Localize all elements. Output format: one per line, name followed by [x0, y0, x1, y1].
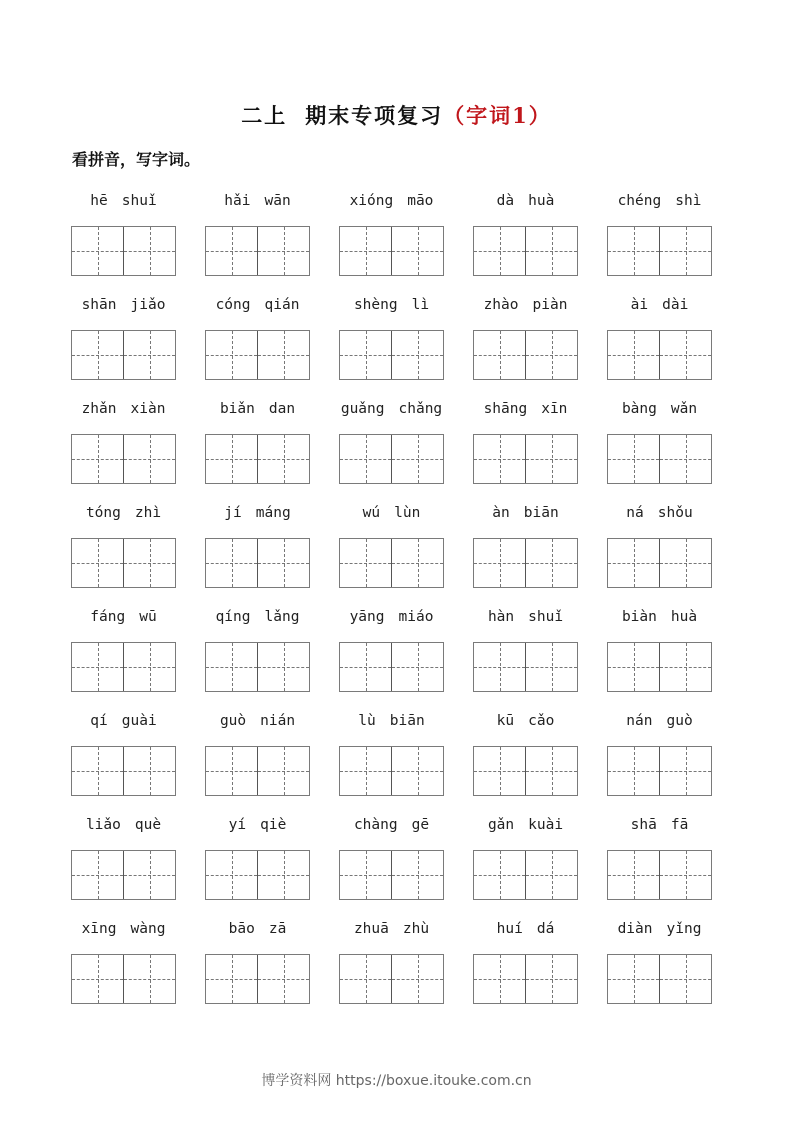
pinyin-syllable-2: kuài [528, 817, 564, 833]
pinyin-syllable-2: wū [139, 609, 157, 625]
exercise-item [607, 394, 712, 498]
pinyin-syllable-1: bāo [228, 921, 255, 937]
exercise-item [473, 394, 578, 498]
tianzige-box-pair [607, 538, 712, 588]
character-writing-box[interactable] [474, 643, 525, 691]
pinyin-syllable-2: lǎng [264, 609, 300, 625]
pinyin-label [71, 706, 176, 736]
pinyin-syllable-1: hǎi [224, 193, 251, 209]
character-writing-box[interactable] [206, 227, 257, 275]
character-writing-box[interactable] [608, 539, 659, 587]
pinyin-syllable-2: lì [411, 297, 430, 313]
pinyin-syllable-1: zhào [483, 297, 519, 313]
character-writing-box[interactable] [72, 227, 123, 275]
exercise-item [205, 290, 310, 394]
tianzige-box-pair [71, 850, 176, 900]
pinyin-label [339, 706, 444, 736]
pinyin-label [473, 498, 578, 528]
character-writing-box[interactable] [72, 851, 123, 899]
pinyin-label [71, 810, 176, 840]
character-writing-box[interactable] [391, 539, 443, 587]
title-main: 期末专项复习 [305, 103, 444, 128]
pinyin-label [339, 186, 444, 216]
tianzige-box-pair [473, 434, 578, 484]
character-writing-box[interactable] [257, 435, 309, 483]
pinyin-syllable-1: chéng [617, 193, 662, 209]
tianzige-box-pair [71, 434, 176, 484]
exercise-item [205, 394, 310, 498]
character-writing-box[interactable] [123, 851, 175, 899]
title-subtitle: （字词1） [443, 103, 552, 128]
tianzige-box-pair [205, 538, 310, 588]
character-writing-box[interactable] [659, 643, 711, 691]
character-writing-box[interactable] [391, 227, 443, 275]
character-writing-box[interactable] [525, 227, 577, 275]
pinyin-syllable-2: piàn [532, 297, 568, 313]
pinyin-syllable-1: shān [81, 297, 117, 313]
character-writing-box[interactable] [525, 539, 577, 587]
page-title [0, 100, 793, 130]
pinyin-label [473, 186, 578, 216]
pinyin-syllable-1: ài [630, 297, 649, 313]
pinyin-label [607, 602, 712, 632]
pinyin-syllable-1: zhuā [353, 921, 389, 937]
character-writing-box[interactable] [474, 331, 525, 379]
exercise-item [607, 914, 712, 1018]
character-writing-box[interactable] [525, 955, 577, 1003]
character-writing-box[interactable] [257, 331, 309, 379]
pinyin-syllable-1: xióng [349, 193, 394, 209]
pinyin-label [339, 914, 444, 944]
character-writing-box[interactable] [340, 747, 391, 795]
tianzige-box-pair [473, 642, 578, 692]
character-writing-box[interactable] [123, 435, 175, 483]
tianzige-box-pair [473, 850, 578, 900]
character-writing-box[interactable] [525, 643, 577, 691]
pinyin-syllable-2: dài [662, 297, 689, 313]
exercise-item [339, 602, 444, 706]
character-writing-box[interactable] [608, 227, 659, 275]
pinyin-syllable-1: fáng [90, 609, 126, 625]
pinyin-syllable-2: xīn [541, 401, 568, 417]
pinyin-syllable-1: kū [496, 713, 515, 729]
exercise-item [205, 914, 310, 1018]
pinyin-syllable-1: wú [362, 505, 381, 521]
character-writing-box[interactable] [659, 331, 711, 379]
pinyin-syllable-1: qí [90, 713, 108, 729]
exercise-item [473, 914, 578, 1018]
character-writing-box[interactable] [72, 331, 123, 379]
exercise-item [473, 290, 578, 394]
character-writing-box[interactable] [608, 955, 659, 1003]
pinyin-syllable-2: wān [264, 193, 291, 209]
tianzige-box-pair [71, 226, 176, 276]
exercise-item [339, 914, 444, 1018]
character-writing-box[interactable] [474, 747, 525, 795]
tianzige-box-pair [71, 642, 176, 692]
pinyin-syllable-1: shā [630, 817, 657, 833]
exercise-item [607, 498, 712, 602]
character-writing-box[interactable] [391, 851, 443, 899]
pinyin-syllable-1: diàn [617, 921, 653, 937]
exercise-item [71, 498, 176, 602]
character-writing-box[interactable] [659, 955, 711, 1003]
exercise-item [339, 290, 444, 394]
tianzige-box-pair [607, 746, 712, 796]
character-writing-box[interactable] [659, 747, 711, 795]
pinyin-syllable-1: hē [90, 193, 108, 209]
character-writing-box[interactable] [206, 643, 257, 691]
tianzige-box-pair [339, 954, 444, 1004]
tianzige-box-pair [205, 746, 310, 796]
pinyin-syllable-1: yāng [349, 609, 385, 625]
pinyin-syllable-2: què [134, 817, 162, 833]
exercise-item [71, 810, 176, 914]
pinyin-syllable-1: jí [224, 505, 242, 521]
tianzige-box-pair [607, 226, 712, 276]
character-writing-box[interactable] [391, 331, 443, 379]
pinyin-syllable-1: xīng [81, 921, 117, 937]
pinyin-syllable-2: nián [260, 713, 296, 729]
exercise-item [607, 290, 712, 394]
character-writing-box[interactable] [525, 435, 577, 483]
tianzige-box-pair [205, 642, 310, 692]
character-writing-box[interactable] [72, 747, 123, 795]
pinyin-syllable-1: shèng [353, 297, 398, 313]
instruction-text: 看拼音，写字词。 [72, 150, 201, 169]
tianzige-box-pair [71, 538, 176, 588]
character-writing-box[interactable] [257, 227, 309, 275]
character-writing-box[interactable] [72, 643, 123, 691]
pinyin-syllable-1: yí [228, 817, 247, 833]
character-writing-box[interactable] [123, 955, 175, 1003]
character-writing-box[interactable] [206, 331, 257, 379]
tianzige-box-pair [607, 954, 712, 1004]
pinyin-syllable-1: qíng [215, 609, 251, 625]
tianzige-box-pair [473, 954, 578, 1004]
pinyin-syllable-1: gǎn [487, 817, 515, 833]
pinyin-label [339, 602, 444, 632]
character-writing-box[interactable] [659, 851, 711, 899]
tianzige-box-pair [339, 330, 444, 380]
pinyin-label [71, 186, 176, 216]
exercise-item [71, 186, 176, 290]
character-writing-box[interactable] [72, 539, 123, 587]
pinyin-syllable-1: zhǎn [81, 401, 117, 417]
tianzige-box-pair [607, 330, 712, 380]
character-writing-box[interactable] [340, 435, 391, 483]
character-writing-box[interactable] [659, 539, 711, 587]
tianzige-box-pair [339, 226, 444, 276]
tianzige-box-pair [607, 434, 712, 484]
pinyin-syllable-2: shuǐ [121, 193, 157, 209]
pinyin-label [205, 706, 310, 736]
pinyin-syllable-1: huí [496, 921, 523, 937]
pinyin-syllable-1: shāng [483, 401, 528, 417]
exercise-item [71, 914, 176, 1018]
character-writing-box[interactable] [391, 747, 443, 795]
character-writing-box[interactable] [340, 955, 391, 1003]
exercise-item [205, 810, 310, 914]
pinyin-label [607, 186, 712, 216]
character-writing-box[interactable] [257, 539, 309, 587]
character-writing-box[interactable] [123, 227, 175, 275]
character-writing-box[interactable] [340, 643, 391, 691]
pinyin-label [607, 394, 712, 424]
pinyin-label [205, 394, 310, 424]
pinyin-syllable-2: qiè [260, 817, 287, 833]
pinyin-syllable-1: ná [626, 505, 644, 521]
pinyin-syllable-2: cǎo [528, 713, 555, 729]
character-writing-box[interactable] [391, 435, 443, 483]
character-writing-box[interactable] [257, 851, 309, 899]
pinyin-syllable-1: guǎng [340, 401, 385, 417]
exercise-item [607, 706, 712, 810]
exercise-item [339, 498, 444, 602]
exercise-item [607, 602, 712, 706]
character-writing-box[interactable] [72, 435, 123, 483]
pinyin-syllable-2: biān [523, 505, 559, 521]
tianzige-box-pair [339, 746, 444, 796]
tianzige-box-pair [71, 330, 176, 380]
exercise-grid [71, 186, 712, 1018]
character-writing-box[interactable] [123, 643, 175, 691]
tianzige-box-pair [473, 226, 578, 276]
pinyin-syllable-2: fā [670, 817, 689, 833]
pinyin-label [339, 290, 444, 320]
pinyin-syllable-2: shì [675, 193, 702, 209]
character-writing-box[interactable] [474, 955, 525, 1003]
character-writing-box[interactable] [608, 851, 659, 899]
pinyin-syllable-1: hàn [487, 609, 515, 625]
character-writing-box[interactable] [474, 435, 525, 483]
pinyin-syllable-1: lù [358, 713, 376, 729]
pinyin-label [205, 810, 310, 840]
pinyin-syllable-2: yǐng [666, 921, 702, 937]
pinyin-label [473, 706, 578, 736]
character-writing-box[interactable] [340, 851, 391, 899]
pinyin-syllable-2: chǎng [398, 401, 443, 417]
pinyin-label [473, 290, 578, 320]
pinyin-syllable-2: māo [407, 193, 434, 209]
exercise-item [205, 186, 310, 290]
pinyin-syllable-1: bàng [621, 401, 657, 417]
character-writing-box[interactable] [474, 539, 525, 587]
character-writing-box[interactable] [206, 539, 257, 587]
tianzige-box-pair [339, 642, 444, 692]
pinyin-label [607, 914, 712, 944]
pinyin-syllable-2: dá [536, 921, 555, 937]
exercise-item [473, 498, 578, 602]
pinyin-label [607, 810, 712, 840]
character-writing-box[interactable] [525, 851, 577, 899]
character-writing-box[interactable] [659, 227, 711, 275]
character-writing-box[interactable] [340, 539, 391, 587]
pinyin-syllable-2: wǎn [670, 401, 698, 417]
tianzige-box-pair [607, 850, 712, 900]
pinyin-label [473, 602, 578, 632]
exercise-item [71, 290, 176, 394]
pinyin-syllable-2: jiǎo [130, 297, 166, 313]
tianzige-box-pair [205, 954, 310, 1004]
pinyin-label [71, 394, 176, 424]
pinyin-syllable-2: dan [268, 401, 296, 417]
pinyin-syllable-1: liǎo [85, 817, 121, 833]
exercise-item [339, 394, 444, 498]
pinyin-label [205, 914, 310, 944]
pinyin-syllable-1: biàn [621, 609, 657, 625]
pinyin-label [607, 290, 712, 320]
tianzige-box-pair [205, 434, 310, 484]
pinyin-label [71, 498, 176, 528]
exercise-item [473, 602, 578, 706]
pinyin-syllable-2: guài [121, 713, 157, 729]
character-writing-box[interactable] [474, 851, 525, 899]
character-writing-box[interactable] [257, 747, 309, 795]
character-writing-box[interactable] [340, 227, 391, 275]
character-writing-box[interactable] [608, 435, 659, 483]
character-writing-box[interactable] [659, 435, 711, 483]
pinyin-label [473, 810, 578, 840]
tianzige-box-pair [473, 746, 578, 796]
character-writing-box[interactable] [525, 331, 577, 379]
pinyin-label [607, 498, 712, 528]
exercise-item [473, 186, 578, 290]
pinyin-syllable-1: tóng [85, 505, 121, 521]
pinyin-syllable-2: huà [670, 609, 698, 625]
tianzige-box-pair [71, 954, 176, 1004]
footer-watermark: 博学资料网 https://boxue.itouke.com.cn [261, 1073, 532, 1089]
character-writing-box[interactable] [391, 955, 443, 1003]
exercise-item [205, 602, 310, 706]
exercise-item [205, 706, 310, 810]
pinyin-label [473, 914, 578, 944]
pinyin-syllable-1: chàng [353, 817, 398, 833]
pinyin-syllable-2: gē [411, 817, 430, 833]
pinyin-syllable-2: zā [268, 921, 287, 937]
character-writing-box[interactable] [123, 539, 175, 587]
pinyin-label [339, 394, 444, 424]
pinyin-syllable-2: zhì [134, 505, 162, 521]
pinyin-label [339, 810, 444, 840]
character-writing-box[interactable] [206, 435, 257, 483]
tianzige-box-pair [473, 538, 578, 588]
pinyin-syllable-1: guò [219, 713, 247, 729]
pinyin-syllable-2: biān [389, 713, 425, 729]
pinyin-syllable-2: shǒu [657, 505, 693, 521]
character-writing-box[interactable] [608, 747, 659, 795]
character-writing-box[interactable] [206, 955, 257, 1003]
character-writing-box[interactable] [257, 643, 309, 691]
pinyin-label [473, 394, 578, 424]
character-writing-box[interactable] [391, 643, 443, 691]
pinyin-label [71, 914, 176, 944]
character-writing-box[interactable] [123, 747, 175, 795]
exercise-item [71, 602, 176, 706]
exercise-item [339, 186, 444, 290]
tianzige-box-pair [205, 850, 310, 900]
character-writing-box[interactable] [72, 955, 123, 1003]
tianzige-box-pair [473, 330, 578, 380]
tianzige-box-pair [71, 746, 176, 796]
exercise-item [71, 706, 176, 810]
character-writing-box[interactable] [525, 747, 577, 795]
pinyin-label [339, 498, 444, 528]
tianzige-box-pair [339, 434, 444, 484]
exercise-item [71, 394, 176, 498]
grade-label: 二上 [241, 103, 288, 128]
character-writing-box[interactable] [206, 747, 257, 795]
exercise-item [473, 706, 578, 810]
character-writing-box[interactable] [206, 851, 257, 899]
pinyin-syllable-1: àn [492, 505, 510, 521]
pinyin-syllable-2: wàng [130, 921, 166, 937]
pinyin-syllable-1: nán [626, 713, 653, 729]
character-writing-box[interactable] [340, 331, 391, 379]
pinyin-syllable-1: cóng [215, 297, 251, 313]
exercise-item [205, 498, 310, 602]
pinyin-syllable-2: qián [264, 297, 300, 313]
pinyin-label [205, 602, 310, 632]
pinyin-label [205, 290, 310, 320]
pinyin-syllable-2: xiàn [130, 401, 166, 417]
tianzige-box-pair [205, 226, 310, 276]
pinyin-syllable-1: dà [496, 193, 515, 209]
pinyin-syllable-2: shuǐ [528, 609, 564, 625]
character-writing-box[interactable] [123, 331, 175, 379]
pinyin-syllable-2: máng [255, 505, 291, 521]
pinyin-syllable-2: zhù [402, 921, 430, 937]
character-writing-box[interactable] [474, 227, 525, 275]
character-writing-box[interactable] [608, 643, 659, 691]
pinyin-syllable-2: miáo [398, 609, 434, 625]
tianzige-box-pair [205, 330, 310, 380]
tianzige-box-pair [607, 642, 712, 692]
pinyin-syllable-2: huà [528, 193, 555, 209]
pinyin-label [71, 602, 176, 632]
character-writing-box[interactable] [257, 955, 309, 1003]
exercise-item [607, 810, 712, 914]
tianzige-box-pair [339, 850, 444, 900]
pinyin-syllable-2: lùn [394, 505, 421, 521]
exercise-item [473, 810, 578, 914]
pinyin-label [607, 706, 712, 736]
character-writing-box[interactable] [608, 331, 659, 379]
pinyin-label [205, 186, 310, 216]
pinyin-label [205, 498, 310, 528]
pinyin-syllable-2: guò [666, 713, 693, 729]
exercise-item [339, 706, 444, 810]
exercise-item [339, 810, 444, 914]
pinyin-label [71, 290, 176, 320]
tianzige-box-pair [339, 538, 444, 588]
pinyin-syllable-1: biǎn [219, 401, 255, 417]
exercise-item [607, 186, 712, 290]
